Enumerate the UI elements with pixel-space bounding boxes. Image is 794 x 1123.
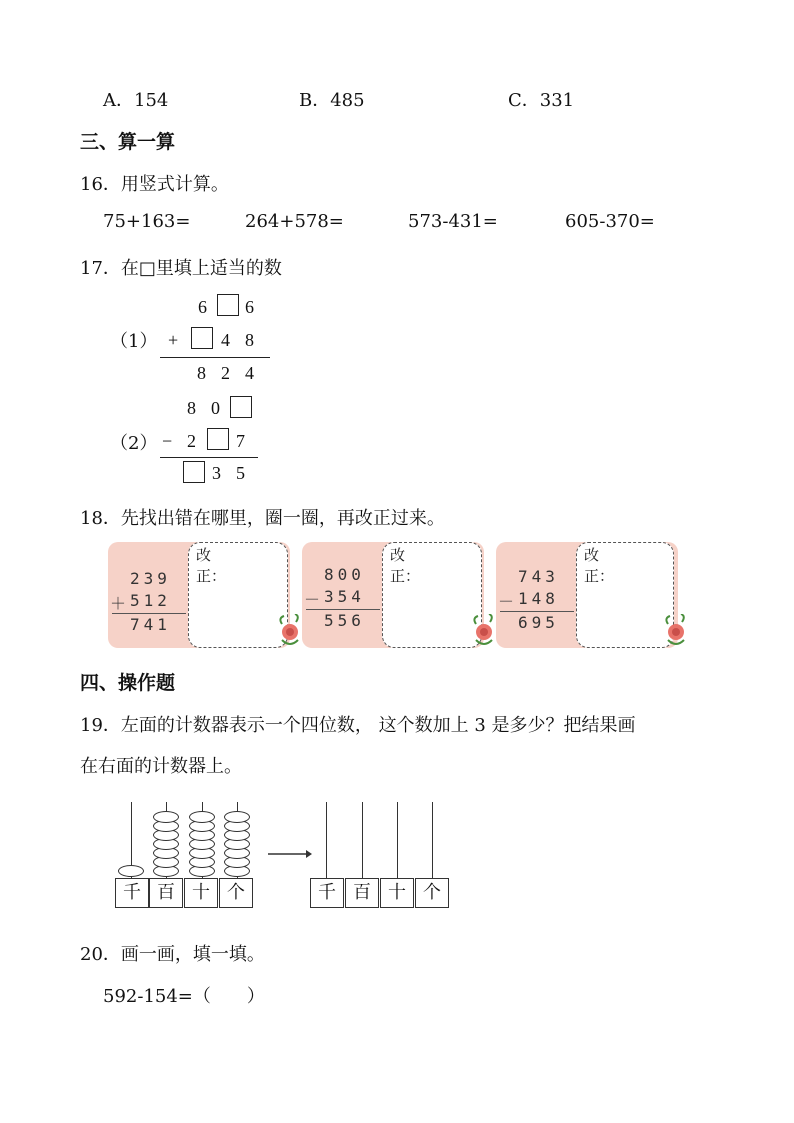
abacus-bead [189, 811, 215, 823]
choice-b: B．485 [299, 90, 365, 111]
q18-label: 18．先找出错在哪里，圈一圈，再改正过来。 [80, 508, 445, 529]
card-result-number: 741 [130, 615, 171, 634]
abacus-rod[interactable] [326, 802, 327, 878]
card-top-number: 239 [130, 569, 171, 588]
q20-label: 20．画一画，填一填。 [80, 944, 265, 965]
card-bottom-number: 354 [324, 587, 365, 606]
q16-problem-1: 75+163= [103, 211, 191, 232]
card-top-number: 800 [324, 565, 365, 584]
right-arrow-icon [268, 848, 312, 860]
section-3-title: 三、算一算 [80, 131, 176, 153]
abacus-bead [153, 811, 179, 823]
place-tens: 十 [380, 878, 414, 908]
flower-icon [472, 614, 496, 648]
p1-result-digit-2: 2 [221, 363, 230, 383]
p1-sum-line [160, 357, 270, 358]
q19-line-2: 在右面的计数器上。 [80, 756, 242, 777]
p2-row2-digit-2: 7 [236, 431, 245, 451]
p1-tag: （1） [110, 331, 158, 352]
p2-diff-line [160, 457, 258, 458]
p2-result-digit-1: 3 [212, 463, 221, 483]
p2-row1-digit-2: 0 [211, 398, 220, 418]
abacus-rod[interactable] [362, 802, 363, 878]
p1-row2-digit-1: 4 [221, 330, 230, 350]
card-result-number: 695 [518, 613, 559, 632]
card-bottom-number: 148 [518, 589, 559, 608]
p1-row1-digit-2: 6 [245, 297, 254, 317]
p2-answer-box-2[interactable] [207, 428, 229, 450]
q20-expression: 592-154=（ ） [103, 986, 265, 1007]
card-operator: － [498, 592, 515, 611]
card-bottom-number: 512 [130, 591, 171, 610]
p2-result-digit-2: 5 [236, 463, 245, 483]
p1-answer-box-2[interactable] [191, 327, 213, 349]
q16-problem-3: 573-431= [408, 211, 498, 232]
p2-tag: （2） [110, 433, 158, 454]
place-thousands: 千 [310, 878, 344, 908]
q19-line-1: 19．左面的计数器表示一个四位数， 这个数加上 3 是多少？把结果画 [80, 715, 636, 736]
place-thousands: 千 [115, 878, 149, 908]
p1-row2-digit-2: 8 [245, 330, 254, 350]
correction-label: 改正： [196, 546, 227, 585]
card-sum-line [112, 613, 186, 614]
place-hundreds: 百 [345, 878, 379, 908]
p2-operator: − [162, 431, 173, 451]
place-hundreds: 百 [149, 878, 183, 908]
p2-row2-digit-1: 2 [187, 431, 196, 451]
choice-a: A．154 [103, 90, 169, 111]
q16-label: 16．用竖式计算。 [80, 174, 229, 195]
place-ones: 个 [415, 878, 449, 908]
card-top-number: 743 [518, 567, 559, 586]
card-operator: － [304, 590, 321, 609]
p1-operator: + [168, 330, 179, 350]
p2-answer-box-1[interactable] [230, 396, 252, 418]
q16-problem-4: 605-370= [565, 211, 655, 232]
choice-c: C．331 [508, 90, 575, 111]
card-operator: ＋ [110, 594, 127, 613]
p1-answer-box-1[interactable] [217, 294, 239, 316]
abacus-bead [224, 811, 250, 823]
place-ones: 个 [219, 878, 253, 908]
p2-row1-digit-1: 8 [187, 398, 196, 418]
correction-label: 改正： [390, 546, 421, 585]
flower-icon [664, 614, 688, 648]
place-tens: 十 [184, 878, 218, 908]
flower-icon [278, 614, 302, 648]
abacus-rod[interactable] [432, 802, 433, 878]
p1-row1-digit-1: 6 [198, 297, 207, 317]
card-diff-line [306, 609, 380, 610]
p1-result-digit-3: 4 [245, 363, 254, 383]
q17-label: 17．在□里填上适当的数 [80, 258, 282, 279]
p2-answer-box-3[interactable] [183, 461, 205, 483]
correction-label: 改正： [584, 546, 615, 585]
q16-problem-2: 264+578= [245, 211, 344, 232]
card-diff-line [500, 611, 574, 612]
abacus-bead [118, 865, 144, 877]
card-result-number: 556 [324, 611, 365, 630]
abacus-rod[interactable] [397, 802, 398, 878]
p1-result-digit-1: 8 [197, 363, 206, 383]
section-4-title: 四、操作题 [80, 672, 176, 694]
